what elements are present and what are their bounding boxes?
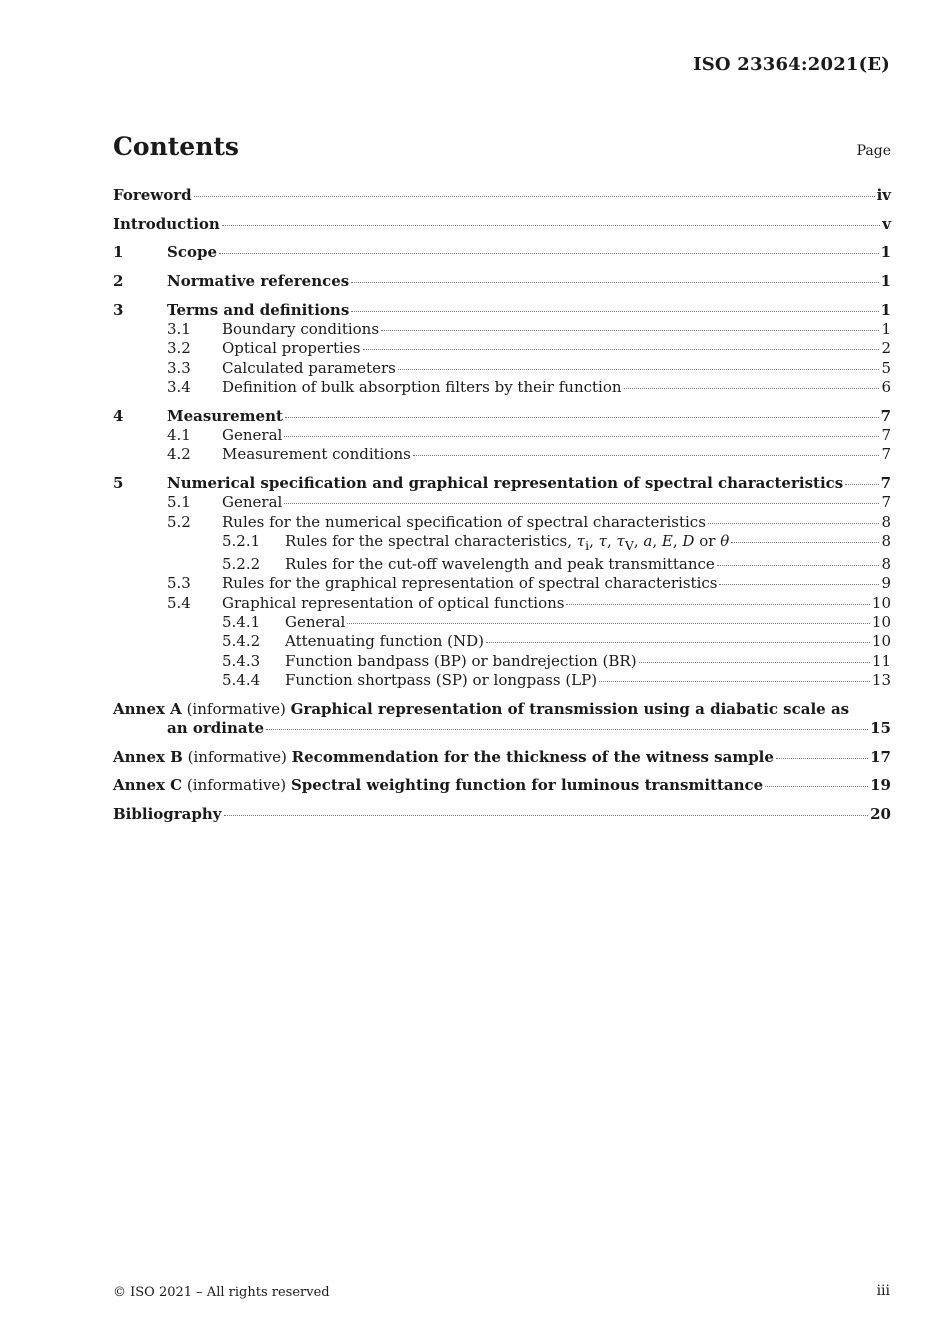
toc-entry-text: Function shortpass (SP) or longpass (LP)	[285, 670, 598, 689]
toc-entry-text: Bibliography	[113, 804, 222, 823]
toc-entry-text: General	[285, 612, 346, 631]
leader-dots	[845, 484, 878, 485]
toc-entry-text: Measurement	[167, 406, 283, 425]
toc-entry-text: Annex B (informative) Recommendation for the thickness of the witness sample	[113, 747, 774, 766]
toc-entry-text: Terms and definitions	[167, 300, 350, 319]
toc-entry-number: 5.2.1	[222, 531, 261, 550]
toc-page-number: 8	[881, 531, 891, 550]
toc-page-number: 1	[880, 272, 891, 291]
toc-entry-text: Boundary conditions	[222, 320, 380, 339]
toc-entry-5-4-1[interactable]	[113, 613, 891, 632]
document-code: ISO 23364:2021(E)	[693, 54, 890, 75]
toc-page-number: 11	[871, 651, 891, 670]
toc-page-number: 7	[881, 425, 891, 444]
toc-entry-scope[interactable]	[113, 243, 891, 262]
toc-entry-bibliography[interactable]	[113, 805, 891, 824]
leader-dots	[284, 503, 879, 504]
leader-dots	[776, 758, 868, 759]
toc-entry-5-4-3[interactable]	[113, 652, 891, 671]
toc-entry-measurement[interactable]	[113, 407, 891, 426]
leader-dots	[719, 584, 879, 585]
toc-entry-text: Function bandpass (BP) or bandrejection (BR)	[285, 651, 637, 670]
toc-page-number: 7	[881, 445, 891, 464]
toc-entry-annex-b[interactable]	[113, 748, 891, 767]
toc-entry-text: General	[222, 493, 283, 512]
toc-entry-annex-a[interactable]	[113, 700, 891, 719]
toc-page-number: 8	[881, 512, 891, 531]
page-column-label: Page	[856, 143, 891, 159]
toc-entry-3-3[interactable]	[113, 359, 891, 378]
leader-dots	[398, 369, 880, 370]
toc-entry-text: Definition of bulk absorption filters by their function	[222, 377, 622, 396]
toc-entry-foreword[interactable]	[113, 186, 891, 205]
toc-entry-5-2-1[interactable]	[113, 532, 891, 555]
toc-entry-text: Normative references	[167, 272, 350, 291]
toc-entry-text: Introduction	[113, 214, 220, 233]
toc-page-number: 9	[881, 574, 891, 593]
leader-dots	[765, 786, 868, 787]
table-of-contents	[113, 186, 891, 824]
toc-entry-number: 3.1	[167, 320, 191, 339]
leader-dots	[222, 225, 880, 226]
toc-entry-5-1[interactable]	[113, 493, 891, 512]
leader-dots	[285, 417, 879, 418]
leader-dots	[219, 253, 879, 254]
toc-entry-text: Numerical specification and graphical representation of spectral characteristics	[167, 473, 844, 492]
page-title: Contents	[113, 132, 240, 161]
toc-page-number: v	[882, 214, 891, 233]
toc-entry-number: 5.4.2	[222, 632, 261, 651]
toc-entry-text: Rules for the graphical representation of spectral characteristics	[222, 574, 718, 593]
toc-page-number: 10	[871, 632, 891, 651]
toc-entry-number: 5.2.2	[222, 555, 261, 574]
toc-page-number: 7	[881, 493, 891, 512]
toc-page-number: iv	[876, 186, 891, 204]
toc-entry-number: 5.2	[167, 512, 191, 531]
leader-dots	[717, 565, 880, 566]
toc-page-number: 8	[881, 555, 891, 574]
toc-entry-text: General	[222, 425, 283, 444]
toc-entry-number: 4	[113, 406, 124, 425]
toc-page-number: 19	[870, 776, 891, 795]
leader-dots	[266, 729, 868, 730]
toc-entry-text: Calculated parameters	[222, 358, 396, 377]
leader-dots	[224, 815, 869, 816]
toc-page-number: 13	[871, 670, 891, 689]
toc-entry-5-4-4[interactable]	[113, 671, 891, 690]
leader-dots	[486, 642, 870, 643]
leader-dots	[363, 349, 880, 350]
toc-entry-number: 5.4	[167, 593, 191, 612]
toc-entry-normative-references[interactable]	[113, 272, 891, 291]
leader-dots	[413, 455, 880, 456]
toc-entry-text: Annex C (informative) Spectral weighting function for luminous transmittance	[113, 776, 764, 795]
toc-entry-number: 3.3	[167, 358, 191, 377]
toc-entry-5-3[interactable]	[113, 574, 891, 593]
toc-entry-annex-c[interactable]	[113, 776, 891, 795]
toc-entry-4-2[interactable]	[113, 445, 891, 464]
toc-entry-introduction[interactable]	[113, 215, 891, 234]
toc-entry-3-1[interactable]	[113, 320, 891, 339]
toc-entry-text: Foreword	[113, 186, 192, 204]
toc-entry-text: Measurement conditions	[222, 445, 411, 464]
toc-entry-number: 5	[113, 473, 124, 492]
leader-dots	[731, 542, 879, 543]
toc-entry-text: Rules for the spectral characteristics, $\tau_i$, τ, $\tau_V$, a, E, D or θ	[285, 531, 730, 553]
toc-entry-4-1[interactable]	[113, 426, 891, 445]
toc-entry-5-2-2[interactable]	[113, 555, 891, 574]
leader-dots	[381, 330, 879, 331]
toc-entry-5-4-2[interactable]	[113, 632, 891, 651]
toc-page-number: 5	[881, 358, 891, 377]
leader-dots	[708, 523, 880, 524]
toc-entry-text: Attenuating function (ND)	[285, 632, 485, 651]
leader-dots	[194, 196, 875, 197]
toc-entry-text: Graphical representation of optical functions	[222, 593, 565, 612]
toc-page-number: 2	[881, 339, 891, 358]
toc-entry-terms-and-definitions[interactable]	[113, 301, 891, 320]
toc-entry-number: 5.4.3	[222, 651, 261, 670]
toc-entry-annex-a-continued[interactable]	[113, 719, 891, 738]
toc-entry-text: Annex A (informative) Graphical representation of transmission using a diabatic scale as	[113, 699, 850, 718]
toc-page-number: 1	[881, 320, 891, 339]
toc-entry-number: 5.4.4	[222, 670, 261, 689]
toc-entry-numerical-specification[interactable]	[113, 474, 891, 493]
toc-entry-text: Optical properties	[222, 339, 361, 358]
toc-page-number: 20	[870, 804, 891, 823]
footer-page-number: iii	[876, 1283, 890, 1299]
leader-dots	[624, 388, 880, 389]
leader-dots	[639, 662, 870, 663]
toc-page-number: 7	[880, 406, 891, 425]
toc-entry-number: 4.1	[167, 425, 191, 444]
leader-dots	[284, 436, 879, 437]
toc-entry-number: 5.4.1	[222, 612, 261, 631]
toc-page-number: 1	[880, 300, 891, 319]
toc-entry-3-2[interactable]	[113, 339, 891, 358]
leader-dots	[351, 282, 878, 283]
toc-entry-number: 4.2	[167, 445, 191, 464]
footer-copyright: © ISO 2021 – All rights reserved	[113, 1285, 330, 1300]
toc-page-number: 17	[870, 747, 891, 766]
toc-entry-number: 2	[113, 272, 124, 291]
contents-title-row	[113, 132, 891, 161]
toc-page-number: 10	[871, 612, 891, 631]
toc-entry-number: 1	[113, 243, 124, 262]
toc-entry-number: 3.2	[167, 339, 191, 358]
toc-entry-text: Scope	[167, 243, 218, 262]
toc-entry-5-2[interactable]	[113, 513, 891, 532]
toc-page-number: 1	[880, 243, 891, 262]
toc-entry-number: 3	[113, 300, 124, 319]
toc-entry-number: 5.3	[167, 574, 191, 593]
toc-page-number: 15	[870, 718, 891, 737]
toc-entry-number: 5.1	[167, 493, 191, 512]
leader-dots	[599, 681, 870, 682]
toc-page-number: 10	[871, 593, 891, 612]
leader-dots	[566, 604, 869, 605]
toc-page-number: 7	[880, 473, 891, 492]
toc-entry-number: 3.4	[167, 377, 191, 396]
toc-entry-3-4[interactable]	[113, 378, 891, 397]
leader-dots	[351, 311, 878, 312]
toc-entry-text: Rules for the cut-off wavelength and peak transmittance	[285, 555, 715, 574]
toc-entry-text: an ordinate	[167, 718, 265, 737]
toc-entry-5-4[interactable]	[113, 594, 891, 613]
toc-page-number: 6	[881, 377, 891, 396]
toc-entry-text: Rules for the numerical specification of spectral characteristics	[222, 512, 706, 531]
leader-dots	[347, 623, 870, 624]
